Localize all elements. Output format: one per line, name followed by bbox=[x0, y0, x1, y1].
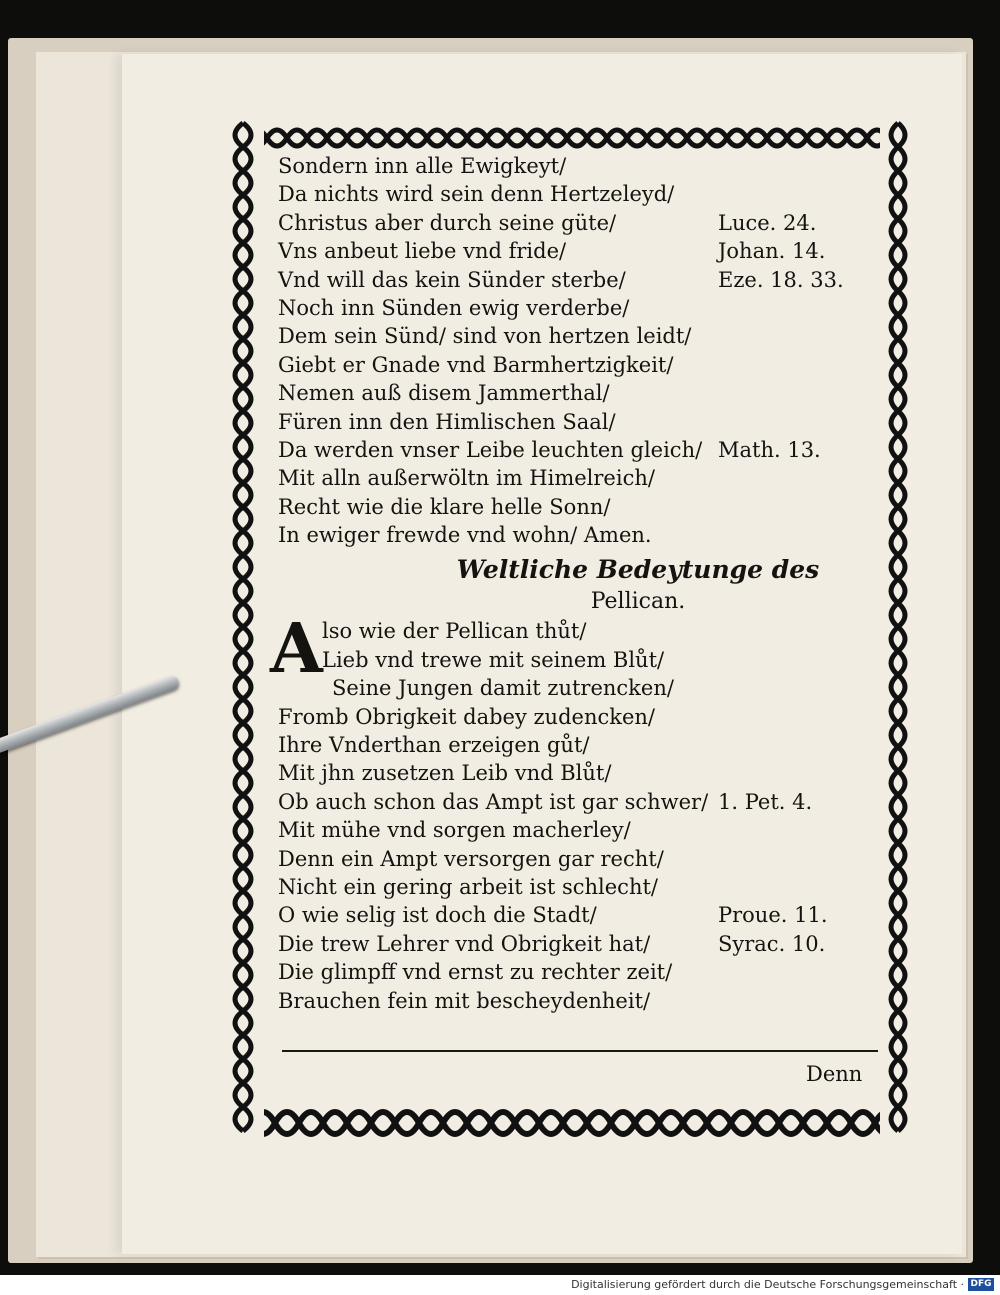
show-through-text bbox=[902, 204, 1000, 1104]
section-heading: Weltliche Bedeytunge des bbox=[456, 555, 820, 585]
verse-line bbox=[278, 901, 878, 929]
verse-line bbox=[278, 873, 878, 901]
verse-line-text: Dem sein Sünd/ sind von hertzen leidt/ bbox=[278, 324, 692, 349]
verse-line bbox=[278, 351, 878, 379]
verse-line-text: Brauchen fein mit bescheydenheit/ bbox=[278, 988, 651, 1013]
verse-line bbox=[278, 845, 878, 873]
verse-line bbox=[278, 617, 878, 645]
verse-line-text: Füren inn den Himlischen Saal/ bbox=[278, 409, 616, 434]
verse-line-text: O wie selig ist doch die Stadt/ bbox=[278, 903, 597, 928]
verse-line-text: Ob auch schon das Ampt ist gar schwer/ bbox=[278, 789, 709, 814]
verse-line-text: Sondern inn alle Ewigkeyt/ bbox=[278, 154, 567, 178]
verse-line bbox=[278, 237, 878, 265]
verse-line-text: Noch inn Sünden ewig verderbe/ bbox=[278, 295, 630, 320]
verse-line-text: Die trew Lehrer vnd Obrigkeit hat/ bbox=[278, 931, 651, 956]
verse-line bbox=[278, 703, 878, 731]
verse-line-text: Fromb Obrigkeit dabey zudencken/ bbox=[278, 704, 655, 729]
verse-line-text: Vns anbeut liebe vnd fride/ bbox=[278, 239, 567, 264]
verse-block-1 bbox=[278, 152, 878, 549]
verse-line-text: Seine Jungen damit zutrencken/ bbox=[332, 676, 674, 701]
drop-capital: A bbox=[270, 609, 323, 690]
marginal-reference: Luce. 24. bbox=[718, 210, 817, 235]
marginal-reference: 1. Pet. 4. bbox=[718, 789, 813, 814]
verse-line bbox=[278, 294, 878, 322]
verse-line bbox=[278, 788, 878, 816]
ornament-border-bottom bbox=[222, 1094, 916, 1152]
page-text bbox=[270, 152, 878, 1015]
marginal-reference: Math. 13. bbox=[718, 437, 821, 462]
verse-line-text: Giebt er Gnade vnd Barmhertzigkeit/ bbox=[278, 352, 674, 377]
verse-line bbox=[278, 209, 878, 237]
footer-bar bbox=[0, 1275, 1000, 1295]
verse-line bbox=[278, 816, 878, 844]
verse-line-text: Lieb vnd trewe mit seinem Blůt/ bbox=[322, 647, 665, 672]
verse-line-text: In ewiger frewde vnd wohn/ Amen. bbox=[278, 523, 652, 548]
verse-line bbox=[278, 266, 878, 294]
verse-line-text: Mit alln außerwöltn im Himelreich/ bbox=[278, 466, 655, 491]
ornament-border-left bbox=[222, 118, 264, 1152]
verse-line bbox=[278, 759, 878, 787]
verse-line bbox=[278, 674, 878, 702]
verse-line-text: lso wie der Pellican thůt/ bbox=[322, 619, 587, 644]
verse-line-text: Christus aber durch seine güte/ bbox=[278, 210, 617, 235]
verse-line bbox=[278, 464, 878, 492]
verse-line bbox=[278, 987, 878, 1015]
verse-line bbox=[278, 436, 878, 464]
verse-line bbox=[278, 180, 878, 208]
verse-line-text: Nicht ein gering arbeit ist schlecht/ bbox=[278, 874, 658, 899]
verse-line-text: Ihre Vnderthan erzeigen gůt/ bbox=[278, 733, 590, 758]
marginal-reference: Johan. 14. bbox=[718, 239, 826, 264]
marginal-reference: Syrac. 10. bbox=[718, 931, 826, 956]
verse-line bbox=[278, 379, 878, 407]
section-subheading: Pellican. bbox=[590, 589, 686, 615]
verse-line-text: Da werden vnser Leibe leuchten gleich/ bbox=[278, 437, 703, 462]
verse-line bbox=[278, 646, 878, 674]
funding-credit: Digitalisierung gefördert durch die Deutsche Forschungsgemeinschaft · bbox=[571, 1278, 964, 1291]
marginal-reference: Eze. 18. 33. bbox=[718, 267, 844, 292]
verse-line-text: Mit mühe vnd sorgen macherley/ bbox=[278, 818, 631, 843]
ornament-border-right bbox=[880, 118, 916, 1152]
verse-line bbox=[278, 493, 878, 521]
verse-line bbox=[278, 731, 878, 759]
dfg-logo: DFG bbox=[968, 1278, 994, 1291]
verse-line bbox=[278, 408, 878, 436]
verse-line bbox=[278, 930, 878, 958]
horizontal-rule bbox=[282, 1050, 878, 1052]
verse-block-2 bbox=[270, 609, 878, 1014]
verse-line-text: Da nichts wird sein denn Hertzeleyd/ bbox=[278, 182, 675, 207]
marginal-reference: Proue. 11. bbox=[718, 903, 828, 928]
verse-line bbox=[278, 322, 878, 350]
catchword: Denn bbox=[806, 1062, 863, 1086]
verse-line bbox=[278, 958, 878, 986]
verse-line bbox=[278, 521, 878, 549]
verse-line bbox=[278, 152, 878, 180]
verse-line-text: Recht wie die klare helle Sonn/ bbox=[278, 494, 611, 519]
verse-line-text: Mit jhn zusetzen Leib vnd Blůt/ bbox=[278, 761, 612, 786]
verse-line-text: Vnd will das kein Sünder sterbe/ bbox=[278, 267, 626, 292]
verse-line-text: Nemen auß disem Jammerthal/ bbox=[278, 381, 610, 406]
verse-line-text: Die glimpff vnd ernst zu rechter zeit/ bbox=[278, 960, 673, 985]
verse-line-text: Denn ein Ampt versorgen gar recht/ bbox=[278, 846, 664, 871]
